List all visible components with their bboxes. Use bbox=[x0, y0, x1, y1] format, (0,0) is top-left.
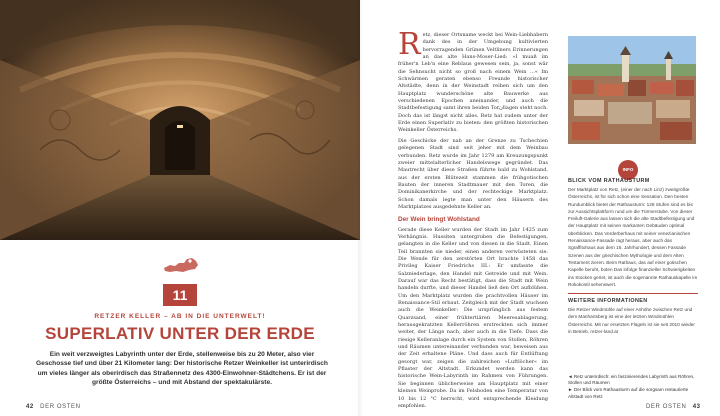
cellar-tunnel-photo bbox=[0, 0, 360, 240]
sidebar-divider bbox=[568, 293, 698, 294]
running-head-left: DER OSTEN bbox=[40, 404, 81, 410]
sidebar-text-2: Die Retzer Windmühle auf einer Anhöhe zwischen Retz und dem Manhartsberg ist eine der letzten Windmühlen Österreichs. Mit nur ersetzten Flügeln ist sie seit 2010 wieder in Betrieb. retzer-land.at bbox=[568, 307, 695, 335]
chapter-intro: Ein weit verzweigtes Labyrinth unter der Erde, stellenweise bis zu 20 Meter, also vier Geschosse tief und über 21 Kilometer lang: Der historische Retzer Weinkeller ist unterirdisch um vieles länger als oberirdisch das Straßennetz des 4300-Einwohner-Städtchens. Er ist der größte Österreichs – und mit Abstand der spektakulärste. bbox=[36, 351, 328, 387]
chapter-number: 11 bbox=[163, 284, 197, 306]
austria-map-icon bbox=[162, 254, 200, 276]
drop-cap: R bbox=[398, 27, 421, 62]
chapter-kicker: RETZER KELLER – AB IN DIE UNTERWELT! bbox=[94, 313, 266, 320]
sidebar-text-1: Der Marktplatz von Retz, (einer der nach Linz) zweitgrößte Österreichs, ist für sich schon eine Sensation. Den besten Rundumblick bietet der Rathausturm: 128 Stufen sind es bis zur Aussichtsplattform rund um die Türmerstube. Von dieser Freiluft-Galerie aus lassen sich die alte Stadtbefestigung und der Hauptplatz mit seinen markanten Gebäuden optimal überblicken. Das Verderberhaus mit seiner venezianischen Renaissance-Fassade ragt heraus, aber auch das Sgraffitohaus aus dem 16. Jahrhundert, dessen Fassade Szenen aus der griechischen Mythologie und dem Alten Testament zieren. Beim Rathaus, das auf einer gotischen Kapelle beruht, boten Das infolge finanzieller Schwierigkeiten ins Stocken geriet, ist auch die sogenannte Rathauskapelle im Rokokostil sehenswert. bbox=[568, 187, 698, 287]
page-number-right: 43 bbox=[692, 404, 701, 410]
photo-captions bbox=[568, 374, 698, 401]
main-text-column bbox=[398, 27, 548, 413]
sidebar-heading-2: WEITERE INFORMATIONEN bbox=[568, 298, 648, 305]
book-gutter bbox=[358, 0, 364, 416]
caption-cellar: ◄ Retz unterirdisch: ein faszinierendes Labyrinth aus Röhren, Stollen und Räumen bbox=[568, 374, 695, 386]
town-aerial-photo bbox=[568, 36, 696, 144]
info-sidebar bbox=[568, 178, 698, 335]
sidebar-heading-1: BLICK VOM RATHAUSTURM bbox=[568, 178, 650, 184]
body-paragraph-1: etz, dieser Ortsname weckt bei Wein-Liebhabern dank des in der Umgebung kultivierten hervorragenden Grünen Veltliners Erinnerungen an das alte Hans-Moser-Lied: »I muaß im früher'n Leb'n eine Reblaus gewesen sein, ja, sonst wär die Sehnsucht nicht so groß nach einem Wein …« Im Schwärmen geraten ebenso Freunde historischer Altstädte, denn in der Weinstadt reihen sich um den Hauptplatz wunderschöne alte Bauwerke aus verschiedenen Epochen aneinander, und auch die Stadtbefestigung samt ihren beiden Torانlagen steht noch. Doch das ist längst nicht alles. Retz hat zudem unter der Erde einen Superlativ zu bieten: den größten historischen Weinkeller Österreichs. bbox=[398, 32, 548, 134]
body-paragraph bbox=[398, 27, 548, 135]
body-paragraph-3: Gerade diese Keller wurden der Stadt im Jahr 1425 zum Verhängnis. Hussiten untergruben die Befestigungen, gelangten in die Keller und von diesen in die Stadt. Einen Teil brannten sie nieder, einen anderen verwüsteten sie. Die Wende für den zerstörten Ort brachte 1458 das Privileg Kaiser Friedrichs III.: Er umfasste die Salzniederlage, den Handel mit Getreide und mit Wein. Darauf war das Recht bestätigt, dass die Stadt mit Wein handeln durfte, und dieser Handel ließ den Ort aufblühen. Um den Marktplatz wurden die prachtvollen Häuser im Renaissance-Stil erbaut. Zeitgleich mit der Stadt wuchsen auch die Weinkeller: Die ursprünglich aus festem Quarzsand, einer frühtertiären Meeresablagerung, herausgekratzten Kellerröhren erstreckten sich immer weiter, der Länge nach, aber auch in die Tiefe. Dass die riesige Kelleranlage durch ein System von Stollen, Röhren und Räumen untereinander verbunden war, beweisen aus der Zeit erhaltene Pläne. Und dass auch für Entlüftung gesorgt war, zeigen die zahlreichen »Luftlöcher« im Pflaster der Altstadt. Erkundet werden kann das historische Wein-Labyrinth im Rahmen von Führungen. Sie beginnen üblicherweise am Hauptplatz mit einer kleinen Weinprobe. Da im Felsboden eine Temperatur von 10 bis 12 °C herrscht, wird entsprechende Kleidung empfohlen. bbox=[398, 226, 548, 409]
caption-town: ► Der Blick vom Rathausturm auf die sorgsam restaurierte Altstadt von Retz bbox=[568, 387, 689, 399]
chapter-headline: SUPERLATIV UNTER DER ERDE bbox=[45, 324, 315, 343]
running-head-right: DER OSTEN bbox=[646, 404, 687, 410]
section-subhead: Der Wein bringt Wohlstand bbox=[398, 216, 480, 224]
body-paragraph-2: Die Geschicke der nah an der Grenze zu Tschechien gelegenen Stadt sind seit jeher mit dem Weinbau verbunden. Retz wurde im Jahr 1279 am Kreuzungspunkt zweier mittelalterlicher Handelswege gegründet. Das Mautrecht über diese Straßen führte bald zu Wohlstand, aus der ersten Blütezeit stammen die frühgotischen Bauten der inneren Stadtmauer mit den Toren, die Dominikanerkirche und der rechteckige Marktplatz. Schon damals legte man unter den Häusern des Marktplatzes ausgedehnte Keller an. bbox=[398, 137, 548, 210]
info-badge: INFO bbox=[618, 160, 638, 180]
folio-left bbox=[26, 404, 81, 410]
page-number-left: 42 bbox=[26, 404, 34, 410]
folio-right bbox=[646, 404, 701, 410]
